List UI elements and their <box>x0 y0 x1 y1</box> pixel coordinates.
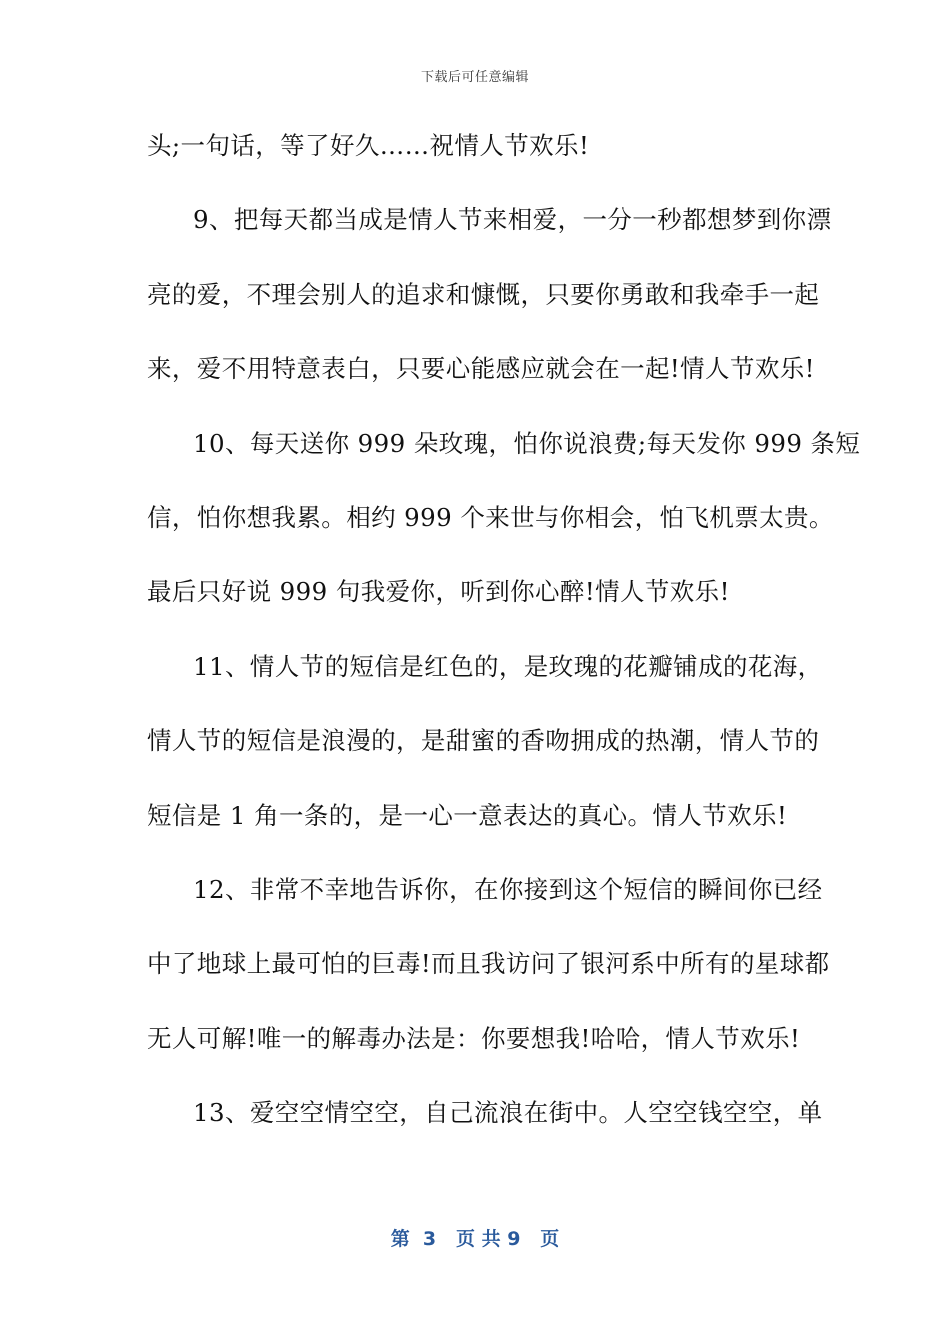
paragraph-start-line: 9、把每天都当成是情人节来相爱，一分一秒都想梦到你漂 <box>193 205 832 235</box>
text-line: 来，爱不用特意表白，只要心能感应就会在一起!情人节欢乐! <box>147 354 815 384</box>
text-line: 头;一句话，等了好久……祝情人节欢乐! <box>147 131 590 160</box>
text-line: 最后只好说 999 句我爱你，听到你心醉!情人节欢乐! <box>147 577 730 607</box>
text-line: 情人节的短信是浪漫的，是甜蜜的香吻拥成的热潮，情人节的 <box>147 726 820 756</box>
page-number-footer: 第 3 页 共 9 页 <box>390 1228 560 1250</box>
paragraph-start-line: 12、非常不幸地告诉你，在你接到这个短信的瞬间你已经 <box>193 874 823 904</box>
text-line: 短信是 1 角一条的，是一心一意表达的真心。情人节欢乐! <box>147 800 788 830</box>
paragraph-start-line: 13、爱空空情空空，自己流浪在街中。人空空钱空空，单 <box>193 1098 823 1128</box>
text-line: 信，怕你想我累。相约 999 个来世与你相会，怕飞机票太贵。 <box>147 502 834 532</box>
text-line: 无人可解!唯一的解毒办法是：你要想我!哈哈，情人节欢乐! <box>147 1023 801 1053</box>
document-body <box>147 116 861 1157</box>
paragraph-start-line: 11、情人节的短信是红色的，是玫瑰的花瓣铺成的花海， <box>193 651 823 681</box>
text-line: 中了地球上最可怕的巨毒!而且我访问了银河系中所有的星球都 <box>147 949 830 979</box>
paragraph-start-line: 10、每天送你 999 朵玫瑰，怕你说浪费;每天发你 999 条短 <box>193 428 861 458</box>
page-header: 下载后可任意编辑 <box>420 70 529 85</box>
text-line: 亮的爱，不理会别人的追求和慷慨，只要你勇敢和我牵手一起 <box>147 279 820 309</box>
